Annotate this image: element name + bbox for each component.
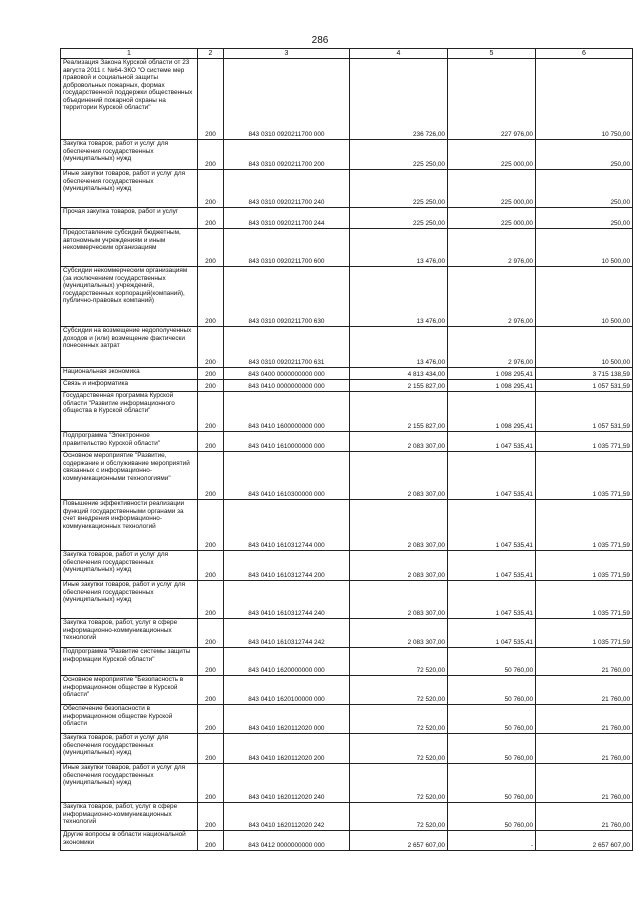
kbk-cell: 843 0410 1600000000 000 xyxy=(224,392,350,432)
table-row xyxy=(61,551,633,581)
amount-col5: 2 976,00 xyxy=(448,229,536,267)
kbk-cell: 843 0410 0000000000 000 xyxy=(224,380,350,392)
kbk-cell: 843 0410 1620112020 000 xyxy=(224,705,350,734)
table-row xyxy=(61,380,633,392)
column-header: 3 xyxy=(224,49,350,59)
page-number: 286 xyxy=(311,35,329,46)
amount-col5: 1 047 535,41 xyxy=(448,432,536,452)
amount-col6: 1 035 771,59 xyxy=(536,452,633,500)
kbk-cell: 843 0410 1620112020 240 xyxy=(224,764,350,803)
table-row xyxy=(61,803,633,831)
kbk-cell: 843 0412 0000000000 000 xyxy=(224,831,350,851)
amount-col4: 4 813 434,00 xyxy=(350,368,448,380)
amount-col5: 227 976,00 xyxy=(448,59,536,140)
kbk-cell: 843 0410 1610300000 000 xyxy=(224,452,350,500)
amount-col4: 72 520,00 xyxy=(350,734,448,764)
amount-col6: 10 500,00 xyxy=(536,327,633,368)
amount-col4: 2 155 827,00 xyxy=(350,380,448,392)
kbk-cell: 843 0410 1620100000 000 xyxy=(224,676,350,705)
code-cell: 200 xyxy=(198,831,224,851)
amount-col6: 21 760,00 xyxy=(536,803,633,831)
table-row xyxy=(61,619,633,648)
amount-col6: 21 760,00 xyxy=(536,764,633,803)
code-cell: 200 xyxy=(198,229,224,267)
table-row xyxy=(61,170,633,208)
amount-col5: 50 760,00 xyxy=(448,705,536,734)
amount-col6: 10 750,00 xyxy=(536,59,633,140)
item-name: Реализация Закона Курской области от 23 августа 2011 г. №64-ЗКО "О системе мер правовой и социальной защиты добровольных пожарных, формах государственной поддержки общественных объединений пожарной охраны на территории Курской области" xyxy=(61,59,198,140)
amount-col4: 2 083 307,00 xyxy=(350,581,448,619)
table-row xyxy=(61,500,633,551)
amount-col6: 21 760,00 xyxy=(536,705,633,734)
amount-col6: 250,00 xyxy=(536,140,633,170)
kbk-cell: 843 0310 0920211700 000 xyxy=(224,59,350,140)
amount-col6: 1 035 771,59 xyxy=(536,500,633,551)
code-cell: 200 xyxy=(198,705,224,734)
code-cell: 200 xyxy=(198,764,224,803)
code-cell: 200 xyxy=(198,803,224,831)
code-cell: 200 xyxy=(198,452,224,500)
item-name: Закупка товаров, работ и услуг для обеспечения государственных (муниципальных) нужд xyxy=(61,551,198,581)
code-cell: 200 xyxy=(198,267,224,327)
amount-col6: 21 760,00 xyxy=(536,676,633,705)
kbk-cell: 843 0410 1610000000 000 xyxy=(224,432,350,452)
code-cell: 200 xyxy=(198,551,224,581)
item-name: Субсидии на возмещение недополученных доходов и (или) возмещение фактически понесенных затрат xyxy=(61,327,198,368)
item-name: Государственная программа Курской области "Развитие информационного общества в Курской области" xyxy=(61,392,198,432)
amount-col5: - xyxy=(448,831,536,851)
amount-col4: 72 520,00 xyxy=(350,803,448,831)
item-name: Субсидии некоммерческим организациям (за исключением государственных (муниципальных) учреждений, государственных корпораций(компаний), публично-правовых компаний) xyxy=(61,267,198,327)
kbk-cell: 843 0410 1610312744 242 xyxy=(224,619,350,648)
column-header: 2 xyxy=(198,49,224,59)
table-row xyxy=(61,208,633,229)
table-row xyxy=(61,705,633,734)
code-cell: 200 xyxy=(198,368,224,380)
column-header: 6 xyxy=(536,49,633,59)
amount-col4: 2 083 307,00 xyxy=(350,452,448,500)
amount-col5: 1 047 535,41 xyxy=(448,551,536,581)
amount-col5: 2 976,00 xyxy=(448,267,536,327)
item-name: Закупка товаров, работ, услуг в сфере информационно-коммуникационных технологий xyxy=(61,619,198,648)
item-name: Предоставление субсидий бюджетным, автономным учреждениям и иным некоммерческим организациям xyxy=(61,229,198,267)
code-cell: 200 xyxy=(198,392,224,432)
amount-col4: 2 083 307,00 xyxy=(350,619,448,648)
column-header: 4 xyxy=(350,49,448,59)
item-name: Основное мероприятие "Безопасность в информационном обществе в Курской области" xyxy=(61,676,198,705)
amount-col4: 225 250,00 xyxy=(350,140,448,170)
table-row xyxy=(61,648,633,676)
amount-col6: 10 500,00 xyxy=(536,229,633,267)
code-cell: 200 xyxy=(198,500,224,551)
amount-col4: 72 520,00 xyxy=(350,764,448,803)
amount-col5: 2 976,00 xyxy=(448,327,536,368)
table-row xyxy=(61,59,633,140)
amount-col5: 50 760,00 xyxy=(448,676,536,705)
amount-col5: 1 047 535,41 xyxy=(448,452,536,500)
amount-col4: 225 250,00 xyxy=(350,208,448,229)
item-name: Основное мероприятие "Развитие, содержание и обслуживание мероприятий связанных с информационно-коммуникационными технологиями" xyxy=(61,452,198,500)
amount-col6: 1 035 771,59 xyxy=(536,619,633,648)
amount-col5: 50 760,00 xyxy=(448,803,536,831)
amount-col5: 225 000,00 xyxy=(448,170,536,208)
item-name: Повышение эффективности реализации функций государственными органами за счет внедрения информационно-коммуникационных технологий xyxy=(61,500,198,551)
table-row xyxy=(61,452,633,500)
kbk-cell: 843 0410 1620112020 200 xyxy=(224,734,350,764)
amount-col5: 1 047 535,41 xyxy=(448,500,536,551)
code-cell: 200 xyxy=(198,432,224,452)
code-cell: 200 xyxy=(198,208,224,229)
amount-col4: 72 520,00 xyxy=(350,676,448,705)
table-row xyxy=(61,581,633,619)
amount-col4: 2 083 307,00 xyxy=(350,432,448,452)
table-row xyxy=(61,140,633,170)
amount-col4: 72 520,00 xyxy=(350,705,448,734)
code-cell: 200 xyxy=(198,619,224,648)
kbk-cell: 843 0410 1610312744 000 xyxy=(224,500,350,551)
kbk-cell: 843 0410 1620112020 242 xyxy=(224,803,350,831)
amount-col4: 236 726,00 xyxy=(350,59,448,140)
code-cell: 200 xyxy=(198,581,224,619)
amount-col6: 2 657 607,00 xyxy=(536,831,633,851)
amount-col5: 1 098 295,41 xyxy=(448,392,536,432)
amount-col4: 225 250,00 xyxy=(350,170,448,208)
item-name: Другие вопросы в области национальной экономики xyxy=(61,831,198,851)
amount-col6: 1 035 771,59 xyxy=(536,432,633,452)
amount-col4: 2 155 827,00 xyxy=(350,392,448,432)
column-header: 1 xyxy=(61,49,198,59)
kbk-cell: 843 0310 0920211700 600 xyxy=(224,229,350,267)
table-row xyxy=(61,432,633,452)
table-row xyxy=(61,676,633,705)
amount-col5: 1 098 295,41 xyxy=(448,380,536,392)
code-cell: 200 xyxy=(198,170,224,208)
amount-col5: 1 047 535,41 xyxy=(448,581,536,619)
table-row xyxy=(61,734,633,764)
table-row xyxy=(61,368,633,380)
amount-col4: 13 476,00 xyxy=(350,267,448,327)
amount-col5: 225 000,00 xyxy=(448,140,536,170)
amount-col4: 2 083 307,00 xyxy=(350,551,448,581)
kbk-cell: 843 0310 0920211700 200 xyxy=(224,140,350,170)
kbk-cell: 843 0410 1610312744 200 xyxy=(224,551,350,581)
amount-col4: 2 657 607,00 xyxy=(350,831,448,851)
item-name: Прочая закупка товаров, работ и услуг xyxy=(61,208,198,229)
code-cell: 200 xyxy=(198,327,224,368)
amount-col4: 2 083 307,00 xyxy=(350,500,448,551)
kbk-cell: 843 0410 1610312744 240 xyxy=(224,581,350,619)
amount-col6: 1 057 531,59 xyxy=(536,380,633,392)
amount-col6: 1 035 771,59 xyxy=(536,551,633,581)
amount-col5: 50 760,00 xyxy=(448,764,536,803)
item-name: Иные закупки товаров, работ и услуг для обеспечения государственных (муниципальных) нужд xyxy=(61,764,198,803)
table-row xyxy=(61,392,633,432)
table-row xyxy=(61,831,633,851)
header-row xyxy=(61,49,633,59)
kbk-cell: 843 0310 0920211700 244 xyxy=(224,208,350,229)
amount-col4: 13 476,00 xyxy=(350,229,448,267)
kbk-cell: 843 0310 0920211700 631 xyxy=(224,327,350,368)
amount-col5: 50 760,00 xyxy=(448,648,536,676)
amount-col6: 1 035 771,59 xyxy=(536,581,633,619)
item-name: Иные закупки товаров, работ и услуг для обеспечения государственных (муниципальных) нужд xyxy=(61,581,198,619)
amount-col4: 13 476,00 xyxy=(350,327,448,368)
table-row xyxy=(61,764,633,803)
amount-col6: 21 760,00 xyxy=(536,648,633,676)
item-name: Закупка товаров, работ и услуг для обеспечения государственных (муниципальных) нужд xyxy=(61,734,198,764)
kbk-cell: 843 0400 0000000000 000 xyxy=(224,368,350,380)
item-name: Обеспечение безопасности в информационном обществе Курской области xyxy=(61,705,198,734)
item-name: Связь и информатика xyxy=(61,380,198,392)
amount-col6: 21 760,00 xyxy=(536,734,633,764)
column-header: 5 xyxy=(448,49,536,59)
item-name: Подпрограмма "Развитие системы защиты информации Курской области" xyxy=(61,648,198,676)
amount-col4: 72 520,00 xyxy=(350,648,448,676)
code-cell: 200 xyxy=(198,648,224,676)
table-row xyxy=(61,229,633,267)
item-name: Закупка товаров, работ, услуг в сфере информационно-коммуникационных технологий xyxy=(61,803,198,831)
code-cell: 200 xyxy=(198,140,224,170)
amount-col6: 10 500,00 xyxy=(536,267,633,327)
code-cell: 200 xyxy=(198,380,224,392)
kbk-cell: 843 0410 1620000000 000 xyxy=(224,648,350,676)
amount-col5: 1 098 295,41 xyxy=(448,368,536,380)
amount-col5: 225 000,00 xyxy=(448,208,536,229)
table-row xyxy=(61,267,633,327)
item-name: Закупка товаров, работ и услуг для обеспечения государственных (муниципальных) нужд xyxy=(61,140,198,170)
kbk-cell: 843 0310 0920211700 240 xyxy=(224,170,350,208)
code-cell: 200 xyxy=(198,734,224,764)
item-name: Подпрограмма "Электронное правительство Курской области" xyxy=(61,432,198,452)
budget-table xyxy=(60,48,633,851)
table-row xyxy=(61,327,633,368)
item-name: Национальная экономика xyxy=(61,368,198,380)
amount-col6: 3 715 138,59 xyxy=(536,368,633,380)
item-name: Иные закупки товаров, работ и услуг для обеспечения государственных (муниципальных) нужд xyxy=(61,170,198,208)
amount-col5: 50 760,00 xyxy=(448,734,536,764)
amount-col6: 250,00 xyxy=(536,170,633,208)
amount-col6: 1 057 531,59 xyxy=(536,392,633,432)
amount-col6: 250,00 xyxy=(536,208,633,229)
code-cell: 200 xyxy=(198,676,224,705)
kbk-cell: 843 0310 0920211700 630 xyxy=(224,267,350,327)
amount-col5: 1 047 535,41 xyxy=(448,619,536,648)
code-cell: 200 xyxy=(198,59,224,140)
